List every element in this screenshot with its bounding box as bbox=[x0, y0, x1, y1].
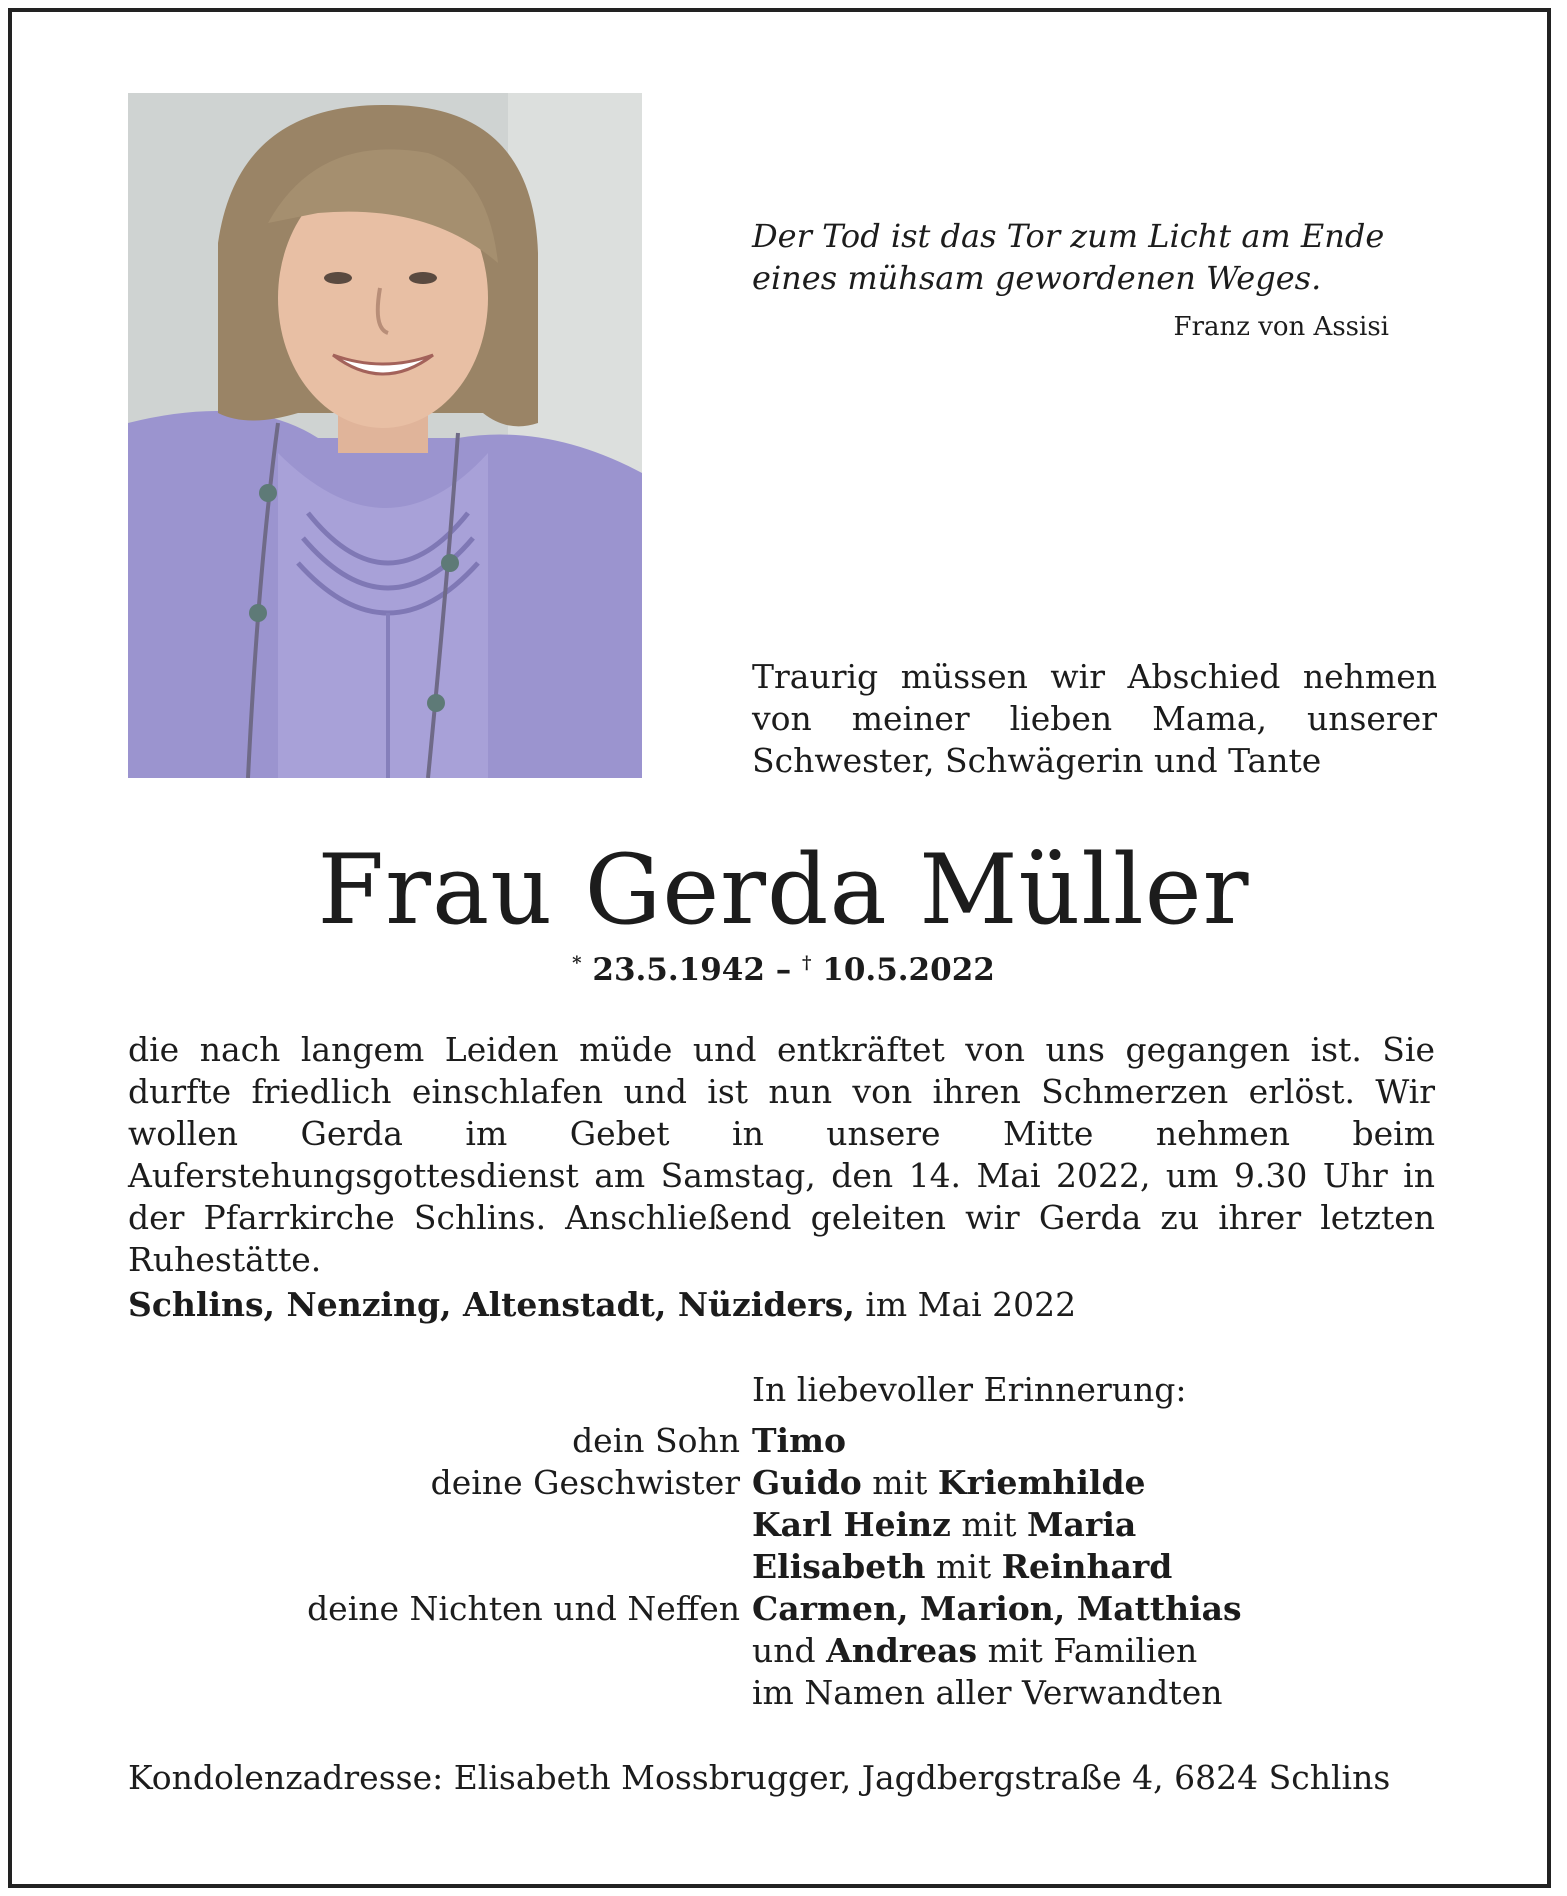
family-partner: Maria bbox=[1027, 1505, 1137, 1544]
condolence-address: Kondolenzadresse: Elisabeth Mossbrugger, Jagdbergstraße 4, 6824 Schlins bbox=[128, 1758, 1391, 1797]
family-connector: mit bbox=[861, 1463, 938, 1502]
death-symbol: † bbox=[802, 952, 812, 974]
deceased-name: Frau Gerda Müller bbox=[317, 834, 1250, 946]
family-connector: mit Familien bbox=[977, 1631, 1198, 1670]
family-partner: Kriemhilde bbox=[937, 1463, 1146, 1502]
family-row bbox=[128, 1420, 1488, 1462]
memory-heading: In liebevoller Erinnerung: bbox=[752, 1370, 1187, 1409]
family-name: Guido bbox=[752, 1463, 862, 1502]
date-separator: – bbox=[764, 952, 803, 988]
relation-label: dein Sohn bbox=[572, 1421, 740, 1460]
family-row bbox=[128, 1630, 1488, 1672]
family-list bbox=[128, 1420, 1488, 1714]
family-name: Elisabeth bbox=[752, 1547, 926, 1586]
birth-symbol: * bbox=[572, 952, 582, 974]
family-connector: mit bbox=[950, 1505, 1028, 1544]
quote-author: Franz von Assisi bbox=[1173, 312, 1389, 342]
family-closing: im Namen aller Verwandten bbox=[752, 1673, 1223, 1712]
birth-date: 23.5.1942 bbox=[592, 952, 765, 988]
places-list: Schlins, Nenzing, Altenstadt, Nüziders, bbox=[128, 1285, 855, 1324]
body-text: die nach langem Leiden müde und entkräftet von uns gegangen ist. Sie durfte friedlich einschlafen und ist nun von ihren Schmerzen erlöst. Wir wollen Gerda im Gebet in unsere Mitte nehmen beim Auferstehungsgottesdienst am Samstag, den 14. Mai 2022, um 9.30 Uhr in der Pfarrkirche Schlins. Anschließend geleiten wir Gerda zu ihrer letzten Ruhestätte. bbox=[128, 1030, 1435, 1279]
relation-label: deine Geschwister bbox=[430, 1463, 740, 1502]
relation-label bbox=[128, 1672, 752, 1714]
family-row bbox=[128, 1504, 1488, 1546]
quote-line-2: eines mühsam gewordenen Weges. bbox=[752, 259, 1322, 297]
places-line bbox=[128, 1285, 1076, 1324]
family-row bbox=[128, 1672, 1488, 1714]
places-date: im Mai 2022 bbox=[854, 1285, 1077, 1324]
family-name: Karl Heinz bbox=[752, 1505, 951, 1544]
relation-label: deine Nichten und Neffen bbox=[307, 1589, 740, 1628]
relation-label bbox=[128, 1630, 752, 1672]
family-row bbox=[128, 1462, 1488, 1504]
family-row bbox=[128, 1546, 1488, 1588]
death-date: 10.5.2022 bbox=[822, 952, 995, 988]
family-row bbox=[128, 1588, 1488, 1630]
relation-label bbox=[128, 1546, 752, 1588]
quote-text bbox=[752, 215, 1392, 299]
family-name: Timo bbox=[752, 1421, 847, 1460]
life-dates bbox=[0, 952, 1567, 988]
intro-text: Traurig müssen wir Abschied nehmen von meiner lieben Mama, unserer Schwester, Schwägerin und Tante bbox=[752, 657, 1437, 780]
family-name: Carmen, Marion, Matthias bbox=[752, 1589, 1242, 1628]
family-partner: Reinhard bbox=[1001, 1547, 1173, 1586]
portrait-photo bbox=[128, 93, 642, 778]
family-prefix: und bbox=[752, 1631, 827, 1670]
relation-label bbox=[128, 1504, 752, 1546]
family-name: Andreas bbox=[826, 1631, 978, 1670]
quote-line-1: Der Tod ist das Tor zum Licht am Ende bbox=[752, 217, 1385, 255]
family-connector: mit bbox=[925, 1547, 1002, 1586]
